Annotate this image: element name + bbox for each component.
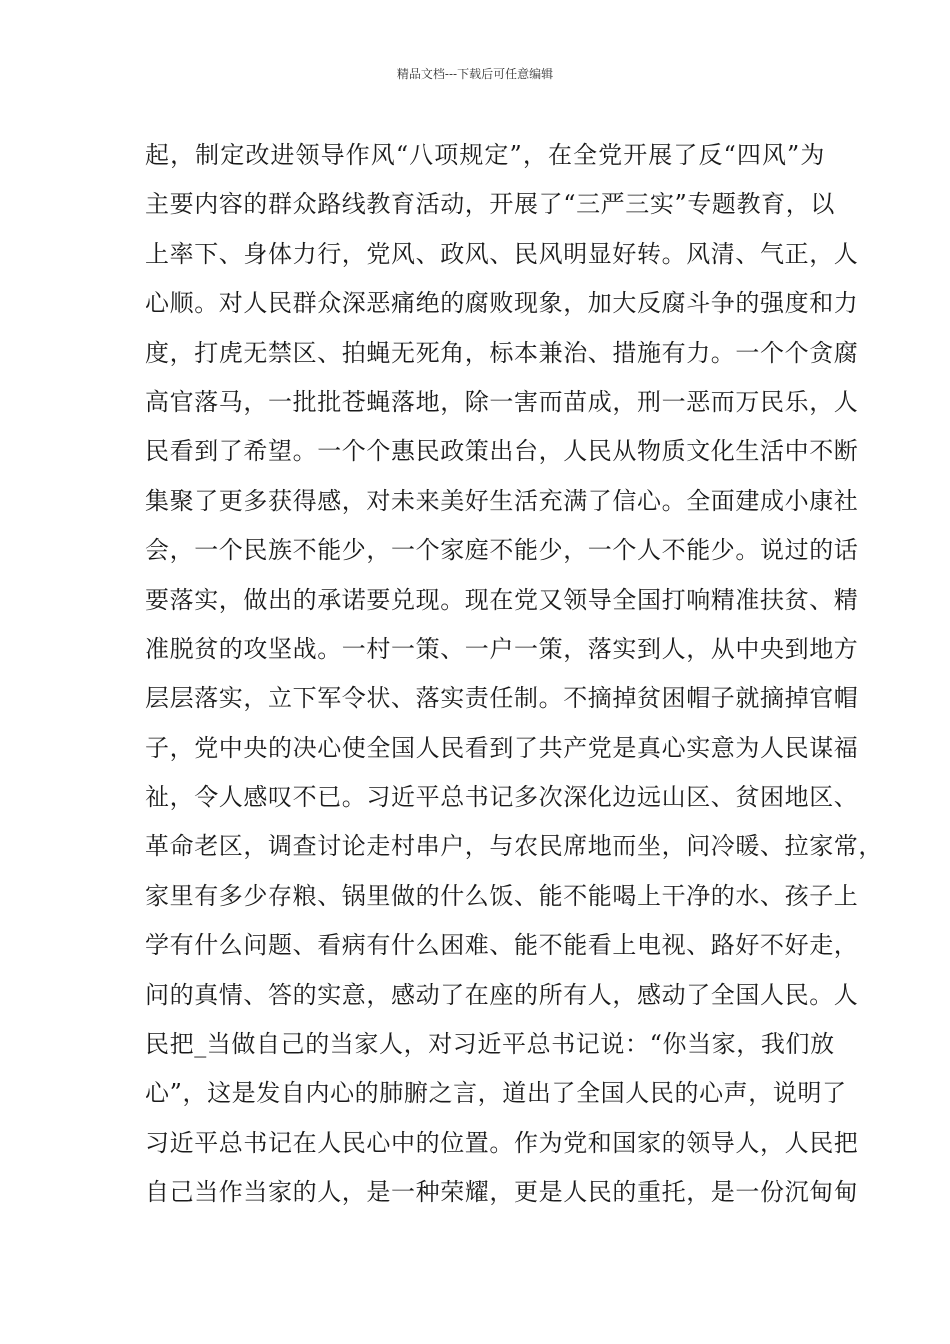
- text-line: 家里有多少存粮、锅里做的什么饭、能不能喝上干净的水、孩子上: [145, 881, 859, 910]
- page-header: 精品文档---下载后可任意编辑: [396, 67, 554, 81]
- text-line: 习近平总书记在人民心中的位置。作为党和国家的领导人，人民把: [145, 1128, 859, 1157]
- text-line: 起，制定改进领导作风“八项规定”，在全党开展了反“四风”为: [145, 141, 825, 169]
- text-line: 层层落实，立下军令状、落实责任制。不摘掉贫困帽子就摘掉官帽: [145, 684, 859, 713]
- text-line: 子，党中央的决心使全国人民看到了共产党是真心实意为人民谋福: [145, 733, 859, 762]
- text-line: 准脱贫的攻坚战。一村一策、一户一策，落实到人，从中央到地方: [145, 634, 859, 663]
- text-line: 会，一个民族不能少，一个家庭不能少，一个人不能少。说过的话: [145, 536, 859, 565]
- text-line: 度，打虎无禁区、拍蝇无死角，标本兼治、措施有力。一个个贪腐: [145, 338, 859, 367]
- text-line: 主要内容的群众路线教育活动，开展了“三严三实”专题教育，以: [145, 190, 835, 219]
- text-line: 问的真情、答的实意，感动了在座的所有人，感动了全国人民。人: [145, 980, 859, 1009]
- text-line: 革命老区，调查讨论走村串户，与农民席地而坐，问冷暖、拉家常，: [145, 832, 883, 861]
- text-line: 祉，令人感叹不已。习近平总书记多次深化边远山区、贫困地区、: [145, 783, 859, 812]
- text-line: 集聚了更多获得感，对未来美好生活充满了信心。全面建成小康社: [145, 486, 859, 515]
- text-line: 学有什么问题、看病有什么困难、能不能看上电视、路好不好走，: [145, 931, 859, 960]
- text-line: 自己当作当家的人，是一种荣耀，更是人民的重托，是一份沉甸甸: [145, 1178, 859, 1207]
- text-line: 高官落马，一批批苍蝇落地，除一害而苗成，刑一恶而万民乐，人: [145, 387, 859, 416]
- text-line: 心”，这是发自内心的肺腑之言，道出了全国人民的心声，说明了: [145, 1079, 847, 1108]
- text-line: 民看到了希望。一个个惠民政策出台，人民从物质文化生活中不断: [145, 437, 859, 466]
- body-text: [145, 131, 883, 1218]
- text-line: 心顺。对人民群众深恶痛绝的腐败现象，加大反腐斗争的强度和力: [145, 289, 859, 318]
- text-line: 上率下、身体力行，党风、政风、民风明显好转。风清、气正，人: [145, 239, 859, 268]
- text-line: 要落实，做出的承诺要兑现。现在党又领导全国打响精准扶贫、精: [145, 585, 859, 614]
- text-line: 民把_当做自己的当家人，对习近平总书记说：“你当家，我们放: [145, 1030, 835, 1059]
